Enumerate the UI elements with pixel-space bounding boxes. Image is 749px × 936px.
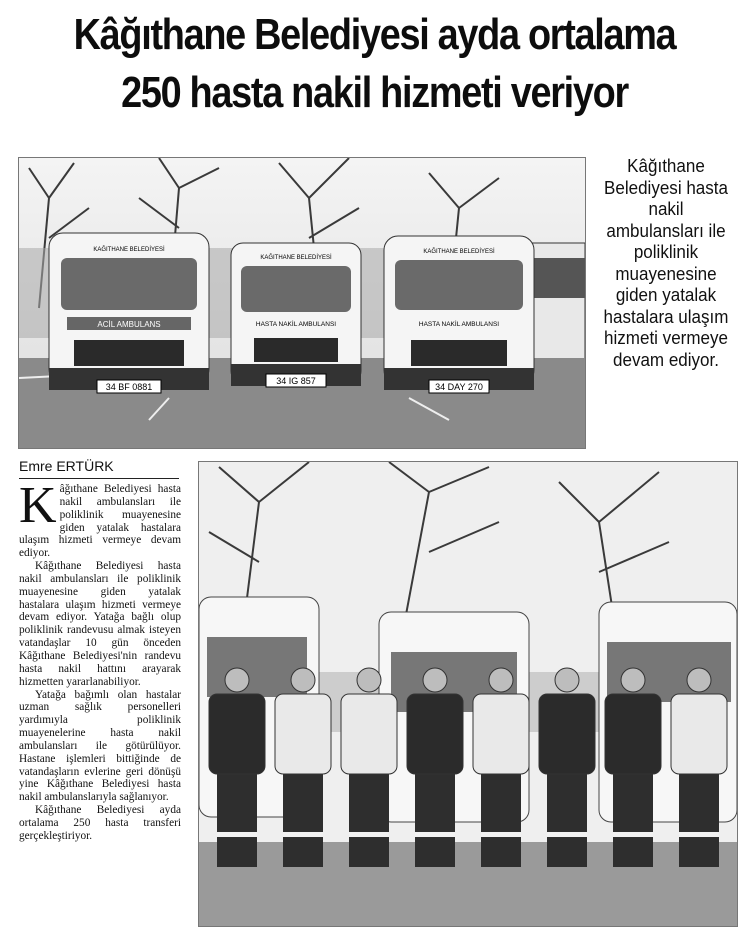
headline-line-2: 250 hasta nakil hizmeti veriyor: [121, 68, 628, 117]
person-5: [473, 668, 529, 867]
person-8: [671, 668, 727, 867]
person-1: [209, 668, 265, 867]
headline-line-1: Kâğıthane Belediyesi ayda ortalama: [73, 10, 676, 59]
byline: Emre ERTÜRK: [19, 458, 179, 479]
visor-label-1: KAĞITHANE BELEDİYESİ: [93, 247, 165, 253]
ambulance-1: [49, 233, 209, 393]
hood-label-3: HASTA NAKİL AMBULANSI: [418, 321, 500, 328]
summary-text: Kâğıthane Belediyesi hasta nakil ambulansları ile poliklinik muayenesine giden yatalak hastalara ulaşım hizmeti vermeye devam ediyor.: [603, 155, 729, 370]
staff-photo: [198, 461, 738, 927]
hood-label-1: ACİL AMBULANS: [97, 320, 161, 329]
article-paragraph-3: Yatağa bağımlı olan hastalar uzman sağlık personelleri yardımıyla poliklinik muayenelerine hasta nakil ambulansları ile götürülüyor. Hastane işlemleri bittiğinde de vatandaşların evlerine geri dönüşü yine Kâğıthane Belediyesi hasta nakil ambulanslarıyla sağlanıyor.: [19, 688, 181, 804]
person-6: [539, 668, 595, 867]
article-body: [19, 477, 181, 843]
plate-2: 34 IG 857: [276, 376, 316, 386]
ambulance-3: [384, 236, 534, 393]
person-3: [341, 668, 397, 867]
article-paragraph-4: Kâğıthane Belediyesi ayda ortalama 250 hasta transferi gerçekleştiriyor.: [19, 804, 181, 842]
dropcap: K: [19, 477, 57, 534]
person-7: [605, 668, 661, 867]
visor-label-3: KAĞITHANE BELEDİYESİ: [423, 249, 495, 255]
person-4: [407, 668, 463, 867]
article-paragraph-2: Kâğıthane Belediyesi hasta nakil ambulansları ile poliklinik muayenesine giden yatalak hastalara ulaşım hizmeti vermeye devam ediyor. Yatağa bağlı olup poliklinik randevusu almak isteyen vatandaşlar 10 gün önceden Kâğıthane Belediyesi'nin randevu hasta nakil hattını arayarak hizmetten yararlanabiliyor.: [19, 560, 181, 688]
hood-label-2: HASTA NAKİL AMBULANSI: [255, 321, 337, 328]
visor-label-2: KAĞITHANE BELEDİYESİ: [260, 255, 332, 261]
ambulances-photo: [18, 157, 586, 449]
article-paragraph-1: Kâğıthane Belediyesi hasta nakil ambulansları ile poliklinik muayenesine giden yatalak hastalara ulaşım hizmeti vermeye devam ediyor.: [19, 477, 181, 560]
person-2: [275, 668, 331, 867]
plate-1: 34 BF 0881: [105, 382, 153, 392]
plate-3: 34 DAY 270: [435, 382, 483, 392]
headline: [52, 6, 696, 122]
ambulance-2: [231, 243, 361, 387]
